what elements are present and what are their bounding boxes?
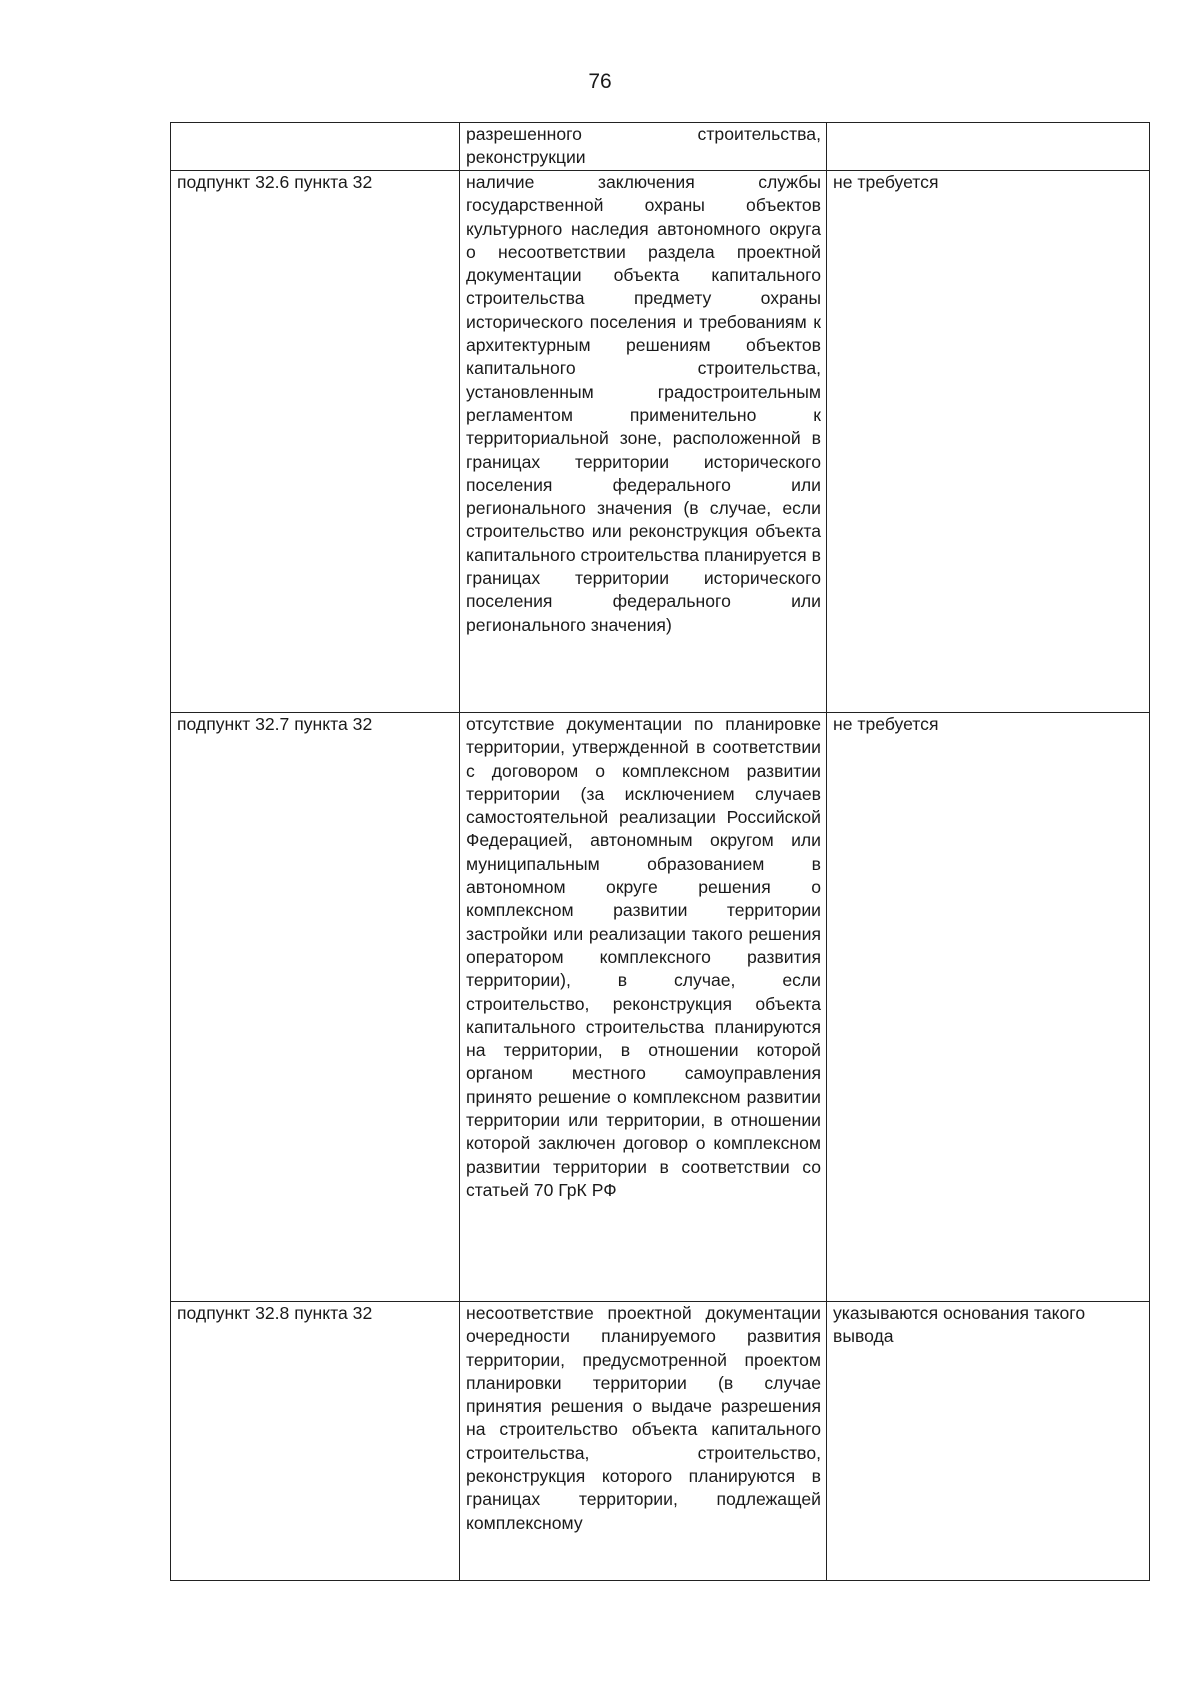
condition-text: разрешенного строительства, реконструкции [466, 124, 821, 168]
page-number: 76 [588, 70, 612, 93]
table-row [171, 171, 1150, 713]
condition-cell [460, 1302, 827, 1581]
note-text: не требуется [833, 172, 939, 192]
ref-text: подпункт 32.7 пункта 32 [177, 714, 373, 734]
table-row [171, 123, 1150, 171]
ref-cell [171, 123, 460, 171]
table-row [171, 1302, 1150, 1581]
note-text: указываются основания такого вывода [833, 1303, 1086, 1347]
ref-cell [171, 171, 460, 713]
ref-text: подпункт 32.6 пункта 32 [177, 172, 373, 192]
condition-cell [460, 171, 827, 713]
note-cell [827, 713, 1150, 1302]
condition-text: несоответствие проектной документации очередности планируемого развития территории, предусмотренной проектом планировки территории (в случае принятия решения о выдаче разрешения на строительство объекта капитального строительства, строительство, реконструкция которого планируются в границах территории, подлежащей комплексному [466, 1303, 821, 1533]
ref-cell [171, 713, 460, 1302]
condition-text: отсутствие документации по планировке территории, утвержденной в соответствии с договором о комплексном развитии территории (за исключением случаев самостоятельной реализации Российской Федерацией, автономным округом или муниципальным образованием в автономном округе решения о комплексном развитии территории застройки или реализации такого решения оператором комплексного развития территории), в случае, если строительство, реконструкция объекта капитального строительства планируются на территории, в отношении которой органом местного самоуправления принято решение о комплексном развитии территории или территории, в отношении которой заключен договор о комплексном развитии территории в соответствии со статьей 70 ГрК РФ [466, 714, 821, 1200]
note-cell [827, 1302, 1150, 1581]
condition-text: наличие заключения службы государственной охраны объектов культурного наследия автономного округа о несоответствии раздела проектной документации объекта капитального строительства предмету охраны исторического поселения и требованиям к архитектурным решениям объектов капитального строительства, установленным градостроительным регламентом применительно к территориальной зоне, расположенной в границах территории исторического поселения федерального или регионального значения (в случае, если строительство или реконструкция объекта капитального строительства планируется в границах территории исторического поселения федерального или регионального значения) [466, 172, 821, 635]
note-text: не требуется [833, 714, 939, 734]
note-cell [827, 123, 1150, 171]
note-cell [827, 171, 1150, 713]
conditions-table [170, 122, 1150, 1581]
condition-cell [460, 713, 827, 1302]
ref-text: подпункт 32.8 пункта 32 [177, 1303, 373, 1323]
condition-cell [460, 123, 827, 171]
ref-cell [171, 1302, 460, 1581]
table-row [171, 713, 1150, 1302]
